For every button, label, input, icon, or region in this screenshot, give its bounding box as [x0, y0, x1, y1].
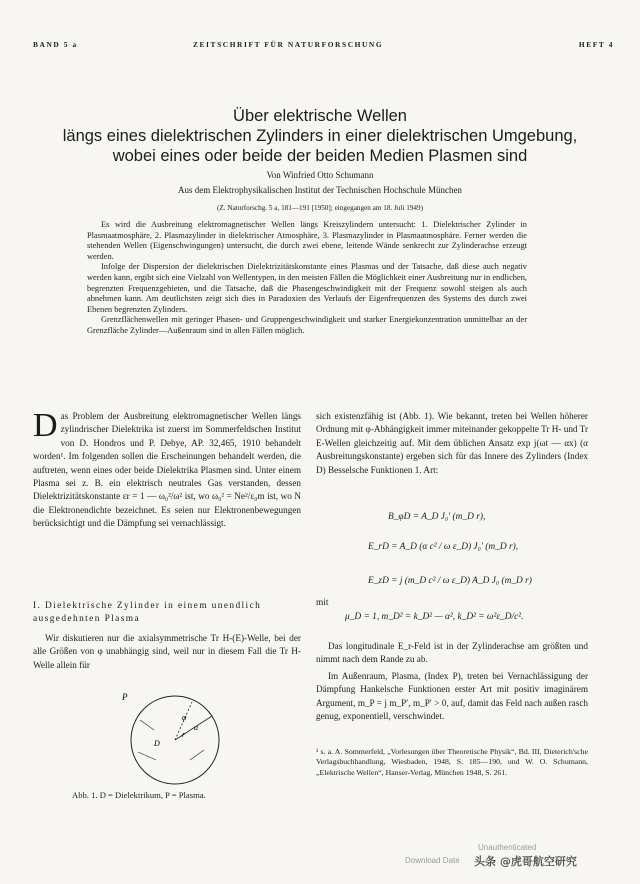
header-journal: ZEITSCHRIFT FÜR NATURFORSCHUNG	[193, 40, 384, 49]
figure-label-d: D	[154, 739, 160, 748]
footnote: ¹ s. a. A. Sommerfeld, „Vorlesungen über Theoretische Physik“, Bd. III, Dieterich'sche Verlagsbuchhandlung, Wiesbaden, 1948, S. 185—190, und W. O. Schumann, „Elektrische Wellen“, Hanser-Verlag, München 1948, S. 261.	[316, 747, 588, 777]
left-column-intro	[33, 407, 301, 531]
section-heading: I. Dielektrische Zylinder in einem unendlich ausgedehnten Plasma	[33, 601, 262, 624]
intro-paragraph: as Problem der Ausbreitung elektromagnetischer Wellen längs zylindrischer Dielektrika ist zuerst im Sommerfeldschen Institut von D. Hondros und P. Debye, AP. 32,465, 1910 behandelt worden¹. Im folgenden sollen die Erscheinungen behandelt werden, die auftreten, wenn eines oder beide Dielektrika Plasmen sind. Unter einem Plasma sei z. B. ein elektrisch neutrales Gas verstanden, dessen Dielektrizitätskonstante εr = 1 — ω₀²/ω² ist, wo ω₀² = Ne²/ε₀m ist, wo N die Elektronendichte bezeichnet. Es seien nur Elektronenbewegungen berücksichtigt und die Dämpfung sei vernachlässigt.	[33, 411, 301, 529]
title-line-3: wobei eines oder beide der beiden Medien Plasmen sind	[112, 147, 528, 165]
citation: (Z. Naturforschg. 5 a, 181—191 [1950]; eingegangen am 18. Juli 1949)	[217, 204, 423, 212]
abstract-para-1: Es wird die Ausbreitung elektromagnetischer Wellen längs Kreiszylindern untersucht: 1. Dielektrischer Zylinder in Plasmaatmosphäre, 2. Plasmazylinder in dielektrischer Atmosphäre, 3. Plasmazylinder in Plasmaatmosphäre. Ferner werden die stehenden Wellen (Eigenschwingungen) untersucht, die durch zwei ebene, leitende Wände senkrecht zur Zylinderachse erzeugt werden.	[87, 220, 527, 261]
right-column-intro	[316, 410, 588, 477]
right-intro-paragraph: sich existenzfähig ist (Abb. 1). Wie bekannt, treten bei Wellen höherer Ordnung mit φ-Abhängigkeit immer miteinander gekoppelte Tr H- und Tr E-Wellen gleichzeitig auf. Mit dem üblichen Ansatz exp j(ωt — αx) (α Ausbreitungskonstante) ergeben sich für das Innere des Zylinders (Index D) Besselsche Funktionen 1. Art:	[316, 411, 588, 475]
equation-b-phi: B_φD = A_D J₀′ (m_D r),	[388, 512, 486, 522]
watermark-download-date: Download Date	[405, 856, 460, 865]
watermark-unauthenticated: Unauthenticated	[478, 843, 537, 852]
right-para-1	[316, 640, 588, 667]
title-line-1: Über elektrische Wellen	[233, 107, 407, 125]
running-header	[33, 40, 614, 54]
section-paragraph	[33, 632, 301, 672]
header-issue: HEFT 4	[578, 40, 614, 49]
figure-label-phi: φ	[182, 713, 187, 722]
figure-label-p: P	[122, 692, 128, 702]
abstract	[87, 220, 527, 337]
figure-cylinder-diagram	[120, 690, 230, 790]
abstract-para-2: Infolge der Dispersion der dielektrischen Dielektrizitätskonstante eines Plasmas und der Tatsache, daß diese auch negativ werden kann, ergibt sich eine Vielzahl von Wellentypen, in den meisten Fällen die Möglichkeit einer Ausbreitung nur in endlichen, begrenzten Frequenzgebieten, und die Tatsache, daß die Phasengeschwindigkeit mit der Frequenz sowohl steigen als auch abnehmen kann. Am deutlichsten zeigt sich dies in Paradoxien des Verlaufs der Eigenfrequenzen des Systems des durch zwei Ebenen begrenzten Zylinders.	[87, 262, 527, 314]
figure-caption: Abb. 1. D = Dielektrikum, P = Plasma.	[72, 790, 206, 800]
title-line-2: längs eines dielektrischen Zylinders in einer dielektrischen Umgebung,	[62, 127, 578, 145]
plasma-region-text: Im Außenraum, Plasma, (Index P), treten bei Vernachlässigung der Dämpfung Hankelsche Funktionen erster Art mit positiv imaginärem Argument, m_P = j m_P′, m_P′ > 0, auf, damit das Feld nach außen rasch genug, exponentiell, verschwindet.	[316, 671, 588, 722]
author: Von Winfried Otto Schumann	[266, 170, 374, 180]
drop-cap: D	[33, 407, 58, 444]
equation-mit: mit	[316, 598, 329, 608]
institute: Aus dem Elektrophysikalischen Institut der Technischen Hochschule München	[178, 185, 462, 195]
watermark-brand: 头条 @虎哥航空研究	[474, 855, 577, 868]
equation-e-r: E_rD = A_D (α c² / ω ε_D) J₀′ (m_D r),	[368, 542, 519, 552]
longitudinal-field-text: Das longitudinale E_r-Feld ist in der Zylinderachse am größten und nimmt nach dem Rande zu ab.	[316, 641, 588, 665]
figure-label-a: a	[194, 723, 198, 732]
abstract-para-3: Grenzflächenwellen mit geringer Phasen- und Gruppengeschwindigkeit und starker Energiekonzentration unmittelbar an der Grenzfläche Zylinder—Außenraum sind in allen Fällen möglich.	[87, 315, 527, 335]
equation-conditions: μ_D = 1, m_D² = k_D² — α², k_D² = ω²ε_D/c².	[345, 612, 524, 622]
paper-title	[20, 106, 620, 166]
equation-e-z: E_zD = j (m_D c² / ω ε_D) A_D J₀ (m_D r)	[368, 576, 532, 586]
right-para-2	[316, 670, 588, 724]
figure-label-r: r	[182, 730, 186, 739]
header-volume: BAND 5 a	[33, 40, 78, 49]
section-text: Wir diskutieren nur die axialsymmetrische Tr H-(E)-Welle, bei der alle Größen von φ unabhängig sind, weil nur in diesem Fall die Tr H-Welle allein für	[33, 633, 301, 670]
